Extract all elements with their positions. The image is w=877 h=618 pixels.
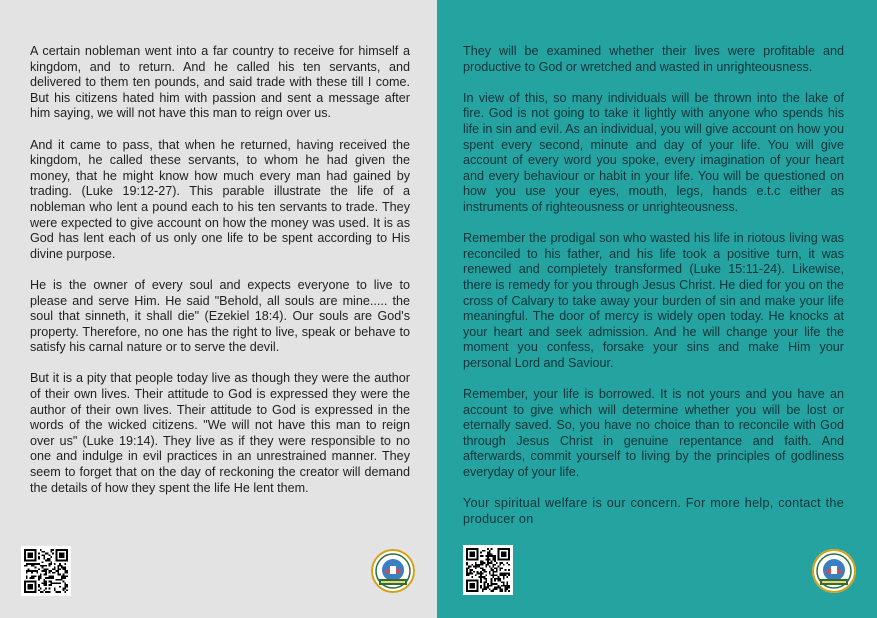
paragraph: But it is a pity that people today live as though they were the author of their own lives. Their attitude to God is expressed they were the author of their own lives. Their attitude to God is expressed in the words of the wicked citizens. "We will not have this man to reign over us" (Luke 19:14). They live as if they were responsible to no one and indulge in evil practices in an unrestrained manner. They seem to forget that on the day of reckoning the creator will demand the details of how they spent the life He lent them.: [30, 371, 410, 495]
paragraph: A certain nobleman went into a far country to receive for himself a kingdom, and to return. And he called his ten servants, and delivered to them ten pounds, and said trade with these till I come. But his citizens hated him with passion and sent a message after him saying, we will not have this man to reign over us.: [30, 44, 410, 121]
paragraph: He is the owner of every soul and expects everyone to live to please and serve Him. He said "Behold, all souls are mine..... the soul that sinneth, it shall die" (Ezekiel 18:4). Our souls are God's property. Therefore, no one has the right to live, speak or behave to satisfy his carnal nature or to serve the devil.: [30, 277, 410, 355]
paragraph: Remember, your life is borrowed. It is not yours and you have an account to give which will determine whether you will be lost or eternally saved. So, you have no choice than to reconcile with God through Jesus Christ in genuine repentance and faith. And afterwards, commit yourself to living by the principles of godliness everyday of your life.: [463, 387, 844, 480]
paragraph: And it came to pass, that when he returned, having received the kingdom, he called these servants, to whom he had given the money, that he might know how much every man had gained by trading. (Luke 19:12-27). This parable illustrate the life of a nobleman who lent a pound each to his ten servants to trade. They were expected to give account on how the money was used. It is as God has lent each of us only one life to be spent according to His divine purpose.: [30, 137, 410, 261]
ministry-seal-icon: [811, 548, 857, 594]
left-page: [0, 0, 437, 618]
contact-text: Your spiritual welfare is our concern. For more help, contact the producer on: [463, 496, 844, 526]
qr-code-icon[interactable]: [21, 546, 71, 596]
left-page-body: [30, 44, 410, 512]
right-page-body: [463, 44, 844, 543]
paragraph: They will be examined whether their lives were profitable and productive to God or wretched and wasted in unrighteousness.: [463, 44, 844, 74]
ministry-seal-icon: [370, 548, 416, 594]
paragraph: In view of this, so many individuals will be thrown into the lake of fire. God is not going to take it lightly with anyone who spends his life in sin and evil. As an individual, you will give account on how you spent every second, minute and day of your life. You will give account of every word you spoke, every imagination of your heart and every behaviour or habit in your life. You will be questioned on how you use your eyes, mouth, legs, hands e.t.c either as instruments of righteousness or unrighteousness.: [463, 90, 844, 214]
right-page: [437, 0, 877, 618]
paragraph: Remember the prodigal son who wasted his life in riotous living was reconciled to his father, and his life took a positive turn, it was renewed and completely transformed (Luke 15:11-24). Likewise, there is remedy for you through Jesus Christ. He died for you on the cross of Calvary to take away your burden of sin and make your life meaningful. The door of mercy is widely open today. He knocks at your heart and seek admission. And he will change your life the moment you confess, forsake your sins and make Him your personal Lord and Saviour.: [463, 231, 844, 370]
qr-code-icon[interactable]: [463, 545, 513, 595]
